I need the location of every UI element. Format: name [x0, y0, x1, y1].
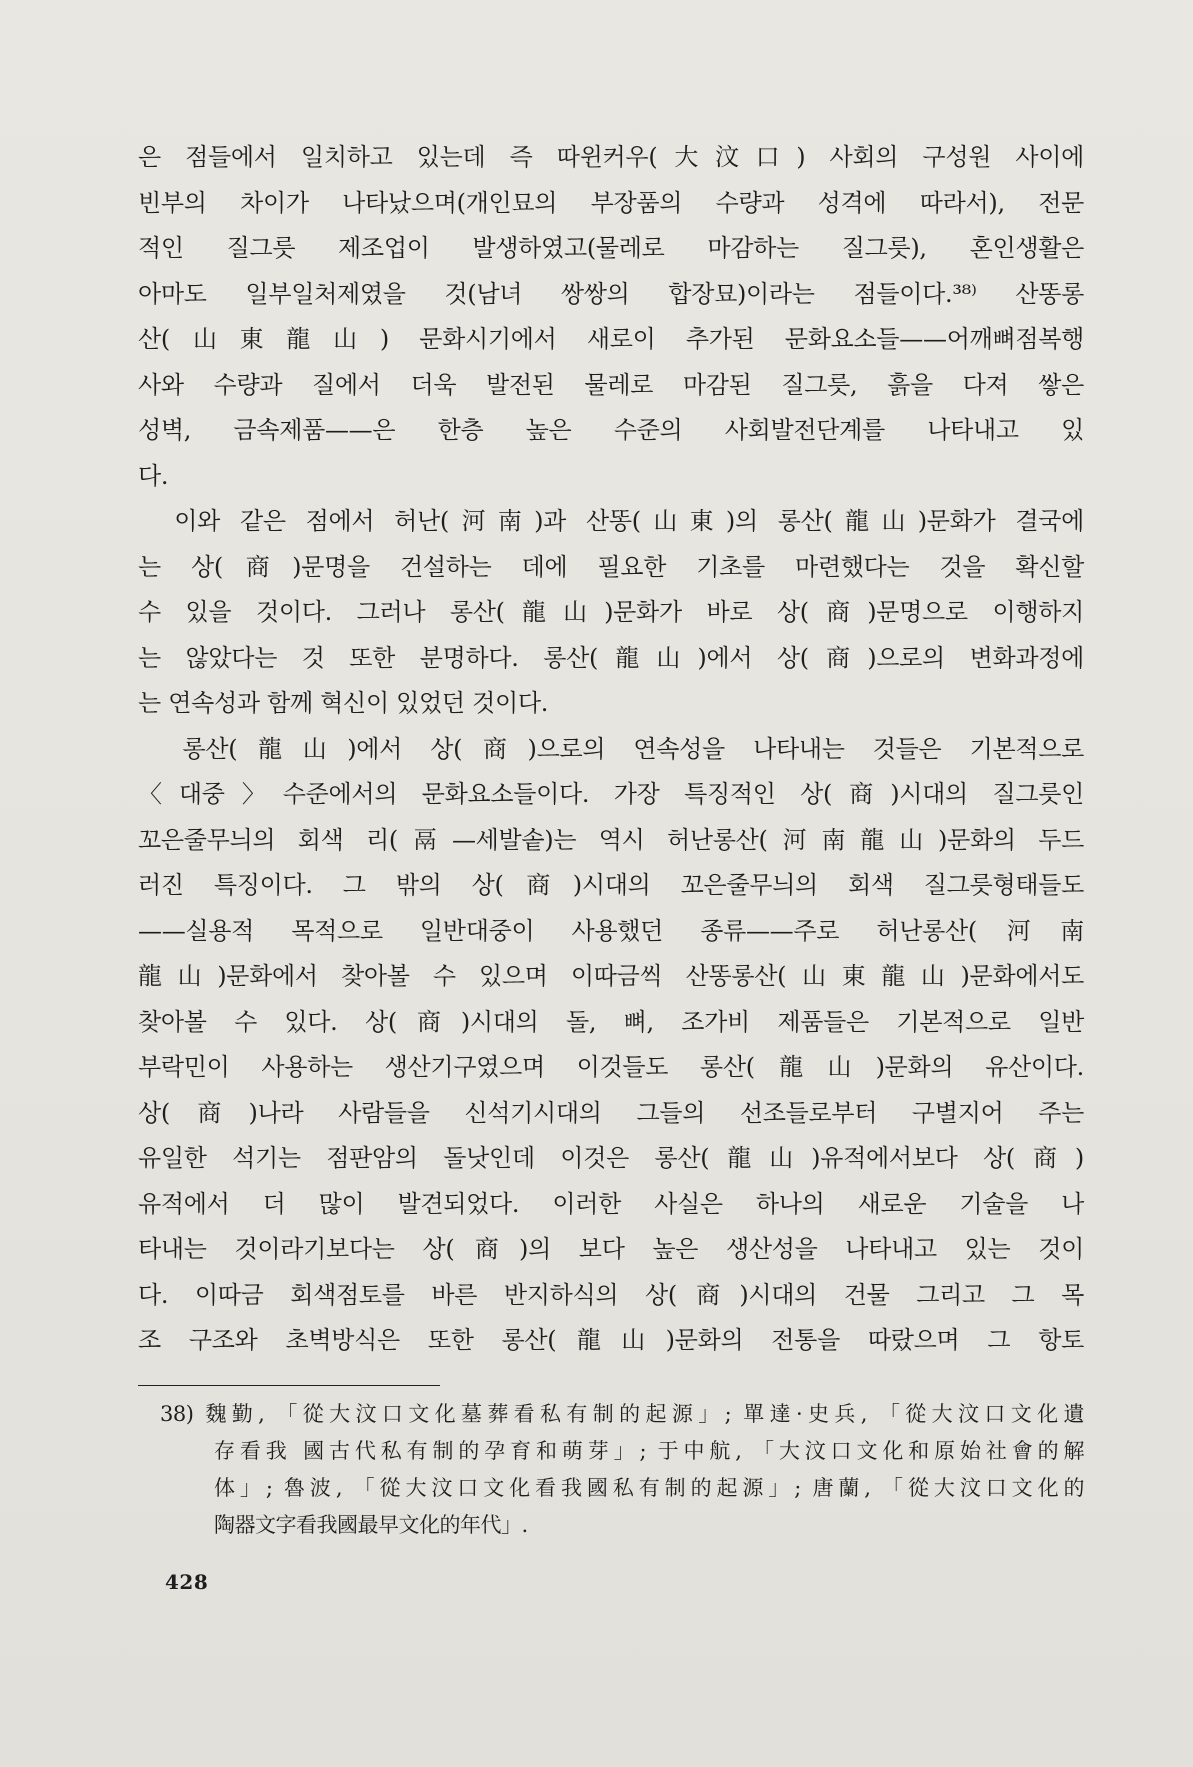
text-line: 상(商)나라 사람들을 신석기시대의 그들의 선조들로부터 구별지어 주는 — [138, 1098, 1084, 1127]
text-line: 이와 같은 점에서 허난(河南)과 산똥(山東)의 롱산(龍山)문화가 결국에 — [138, 507, 1084, 535]
text-line: 는 연속성과 함께 혁신이 있었던 것이다. — [138, 689, 549, 717]
text-line: 유적에서 더 많이 발견되었다. 이러한 사실은 하나의 새로운 기술을 나 — [138, 1189, 1084, 1218]
text-line: 龍山)문화에서 찾아볼 수 있으며 이따금씩 산똥롱산(山東龍山)문화에서도 — [138, 962, 1084, 990]
footnote-line: 38) 魏勤, 「從大汶口文化墓葬看私有制的起源」; 單達·史兵, 「從大汶口文化遺 — [160, 1402, 1084, 1426]
text-line: 산(山東龍山) 문화시기에서 새로이 추가된 문화요소들——어깨뼈점복행 — [138, 325, 1084, 353]
text-line: 타내는 것이라기보다는 상(商)의 보다 높은 생산성을 나타내고 있는 것이 — [138, 1235, 1084, 1263]
text-line: 다. 이따금 회색점토를 바른 반지하식의 상(商)시대의 건물 그리고 그 목 — [138, 1280, 1084, 1309]
text-line: 러진 특징이다. 그 밖의 상(商)시대의 꼬은줄무늬의 회색 질그릇형태들도 — [138, 871, 1084, 899]
text-line: 빈부의 차이가 나타났으며(개인묘의 부장품의 수량과 성격에 따라서), 전문 — [138, 188, 1084, 217]
footnote-line: 体」; 魯波, 「從大汶口文化看我國私有制的起源」; 唐蘭, 「從大汶口文化的 — [214, 1476, 1084, 1500]
text-line: 적인 질그릇 제조업이 발생하였고(물레로 마감하는 질그릇), 혼인생활은 — [138, 234, 1084, 262]
text-line: 성벽, 금속제품——은 한층 높은 수준의 사회발전단계를 나타내고 있 — [138, 416, 1084, 444]
page-number: 428 — [165, 1570, 209, 1594]
text-line: 찾아볼 수 있다. 상(商)시대의 돌, 뼈, 조가비 제품들은 기본적으로 일반 — [138, 1007, 1084, 1036]
text-line: ——실용적 목적으로 일반대중이 사용했던 종류——주로 허난롱산(河南 — [138, 916, 1084, 945]
text-line: 아마도 일부일처제였을 것(남녀 쌍쌍의 합장묘)이라는 점들이다.³⁸⁾ 산똥롱 — [138, 279, 1084, 308]
text-line: 조 구조와 초벽방식은 또한 롱산(龍山)문화의 전통을 따랐으며 그 항토 — [138, 1326, 1084, 1354]
text-line: 사와 수량과 질에서 더욱 발전된 물레로 마감된 질그릇, 흙을 다져 쌓은 — [138, 370, 1084, 399]
text-line: 롱산(龍山)에서 상(商)으로의 연속성을 나타내는 것들은 기본적으로 — [138, 734, 1084, 763]
text-line: 는 상(商)문명을 건설하는 데에 필요한 기초를 마련했다는 것을 확신할 — [138, 552, 1084, 581]
footnote-divider — [138, 1385, 440, 1386]
text-line: 다. — [138, 461, 169, 490]
text-line: 〈대중〉수준에서의 문화요소들이다. 가장 특징적인 상(商)시대의 질그릇인 — [138, 780, 1084, 808]
text-line: 수 있을 것이다. 그러나 롱산(龍山)문화가 바로 상(商)문명으로 이행하지 — [138, 598, 1084, 626]
body-text — [138, 135, 1084, 1364]
text-line: 부락민이 사용하는 생산기구였으며 이것들도 롱산(龍山)문화의 유산이다. — [138, 1053, 1084, 1081]
footnote-line: 存看我 國古代私有制的孕育和萌芽」; 于中航, 「大汶口文化和原始社會的解 — [214, 1439, 1084, 1463]
footnote-line: 陶器文字看我國最早文化的年代」. — [214, 1513, 528, 1537]
footnotes — [160, 1396, 1084, 1544]
text-line: 꼬은줄무늬의 회색 리(鬲—세발솥)는 역시 허난롱산(河南龍山)문화의 두드 — [138, 825, 1084, 854]
text-line: 은 점들에서 일치하고 있는데 즉 따윈커우(大汶口) 사회의 구성원 사이에 — [138, 143, 1084, 171]
text-line: 유일한 석기는 점판암의 돌낫인데 이것은 롱산(龍山)유적에서보다 상(商) — [138, 1144, 1084, 1172]
text-line: 는 않았다는 것 또한 분명하다. 롱산(龍山)에서 상(商)으로의 변화과정에 — [138, 643, 1084, 672]
